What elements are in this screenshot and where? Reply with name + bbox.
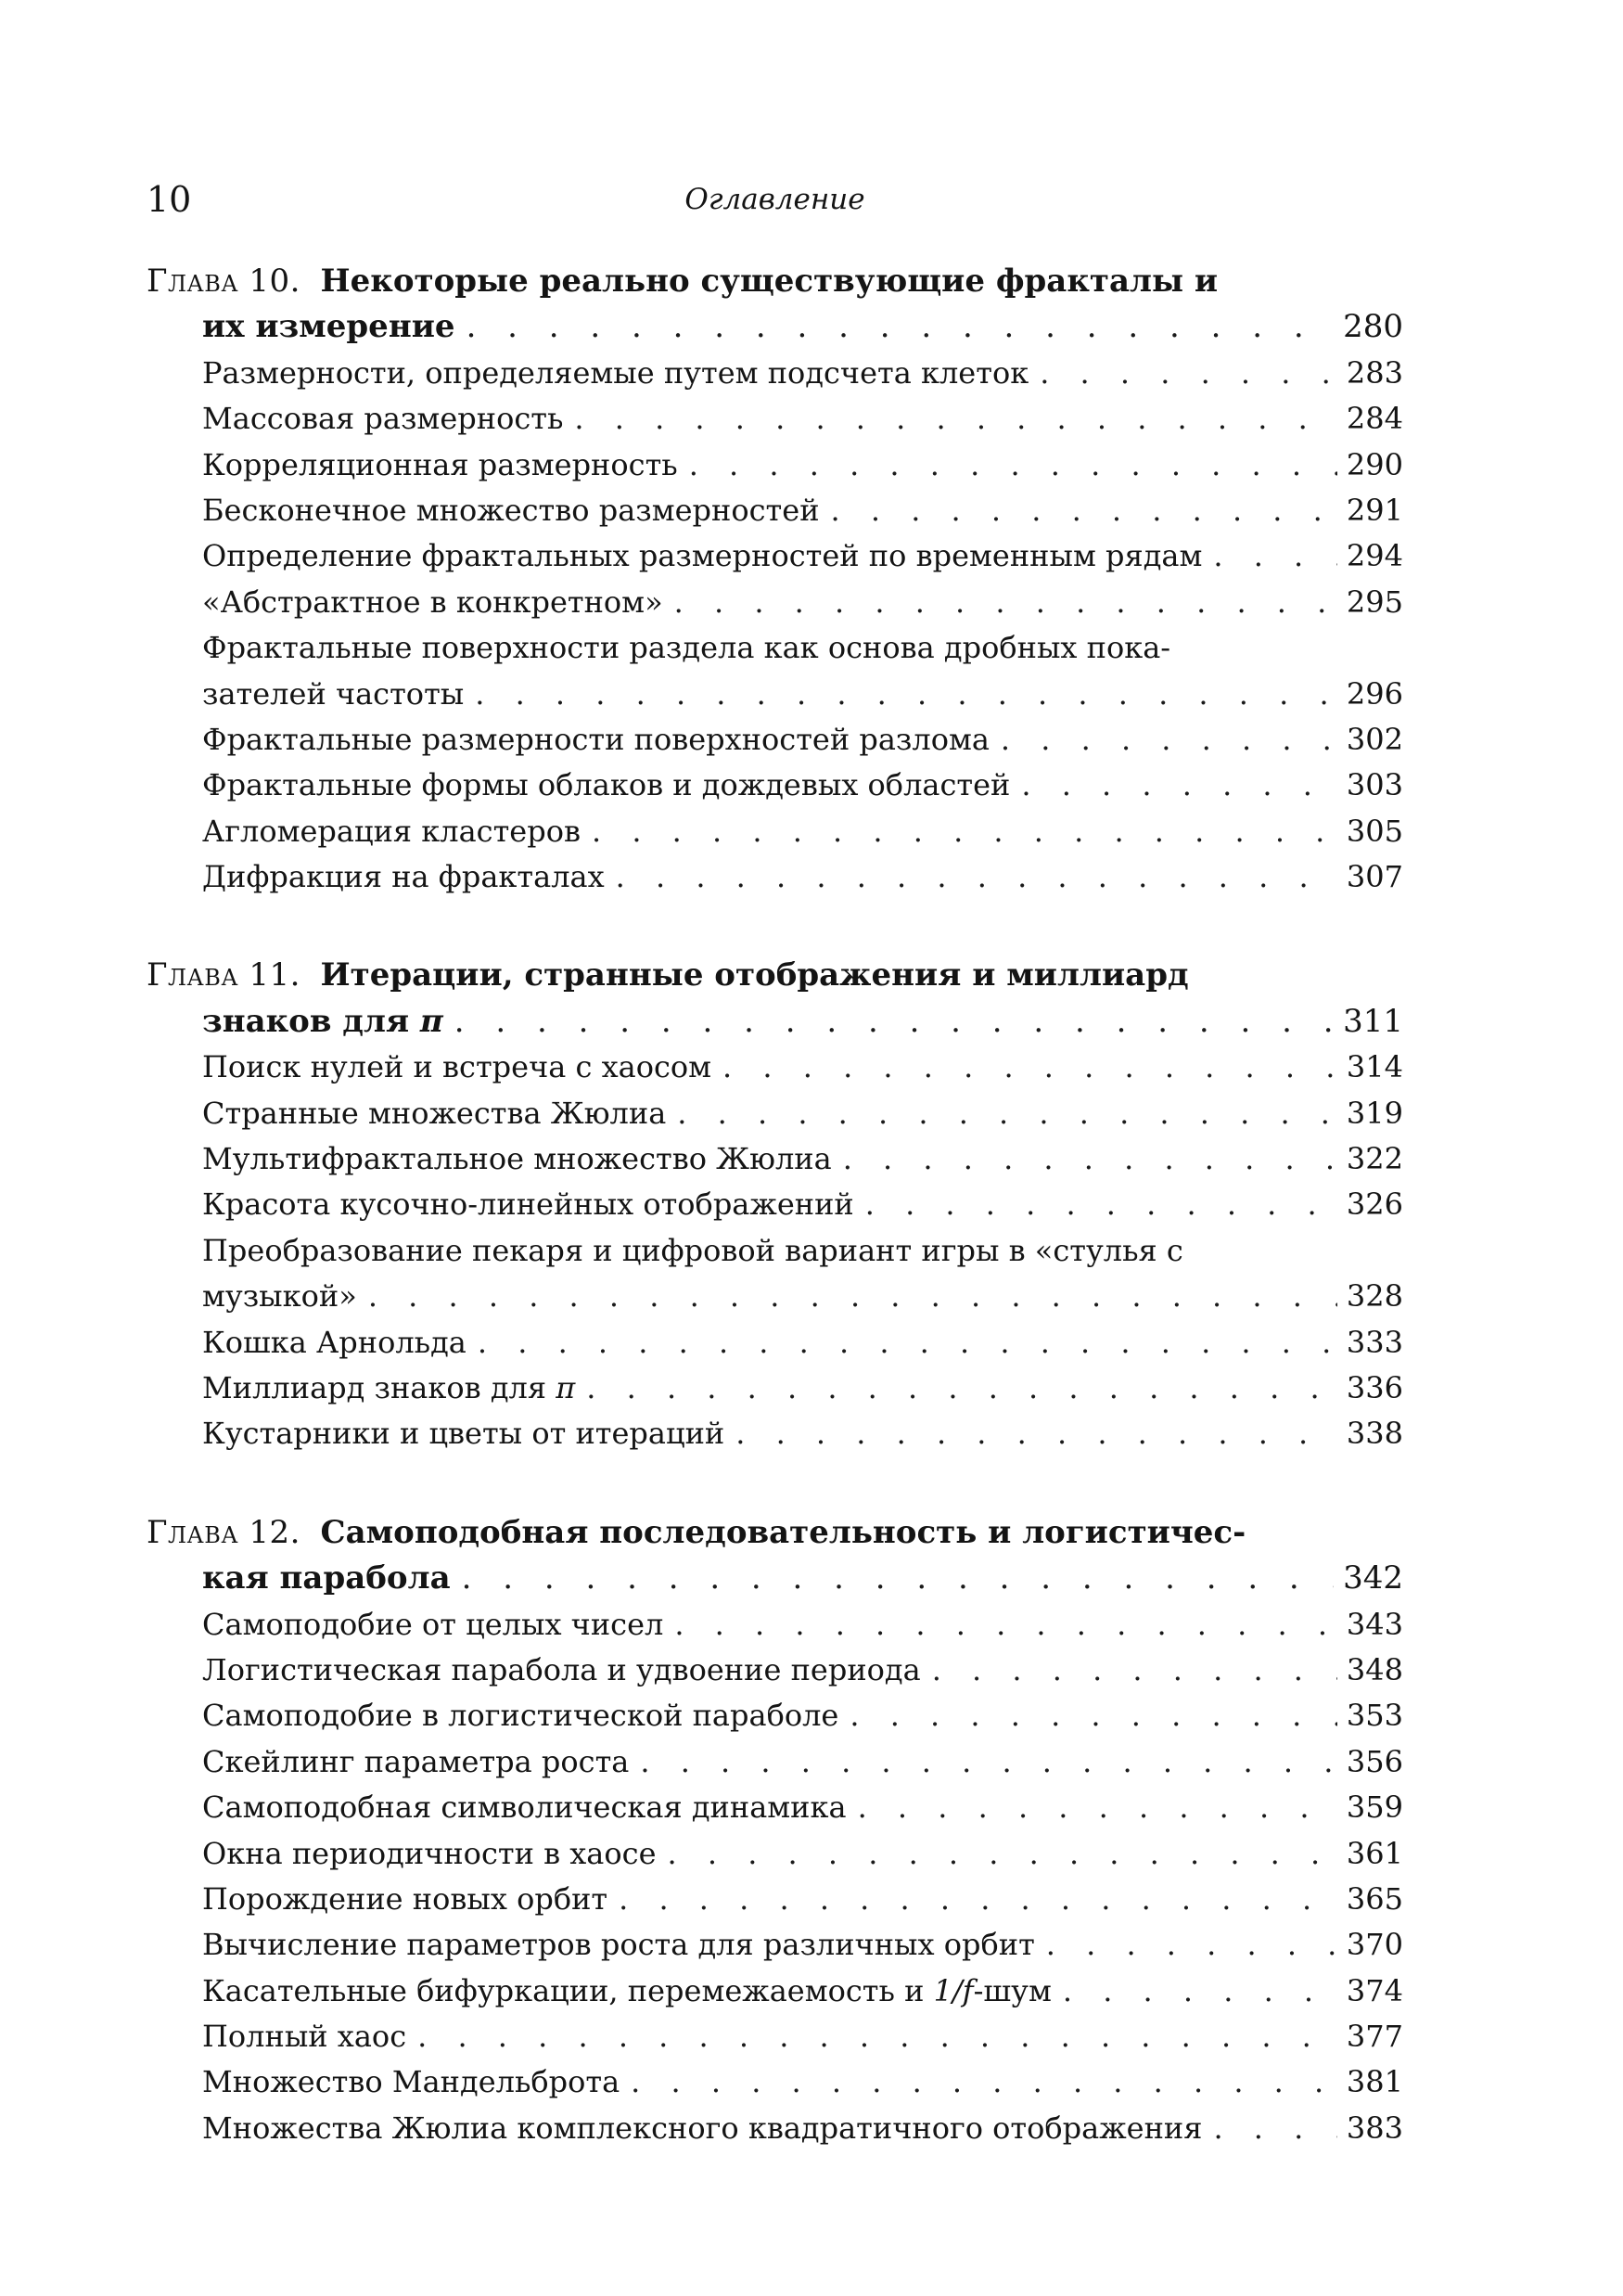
chapter-title: Итерации, странные отображения и миллиард xyxy=(320,956,1189,994)
toc-entry xyxy=(147,1648,1403,1693)
chapter-heading-continuation xyxy=(147,1556,1403,1601)
entry-page-number: 383 xyxy=(1346,2110,1403,2146)
entry-page-number: 361 xyxy=(1346,1835,1403,1871)
entry-page-number: 328 xyxy=(1346,1278,1403,1315)
toc-entry xyxy=(147,443,1403,488)
dot-leader xyxy=(640,1739,1337,1785)
entry-page-number: 305 xyxy=(1346,813,1403,849)
toc-entry xyxy=(147,2059,1403,2105)
entry-page-number: 307 xyxy=(1346,859,1403,895)
toc-entry xyxy=(147,396,1403,442)
entry-title-suffix: -шум xyxy=(973,1972,1052,2008)
toc-entry xyxy=(147,1693,1403,1738)
dot-leader xyxy=(592,809,1337,854)
dot-leader xyxy=(735,1411,1337,1456)
entry-title: Странные множества Жюлиа xyxy=(202,1095,667,1131)
entry-page-number: 338 xyxy=(1346,1416,1403,1452)
dot-leader xyxy=(722,1045,1337,1090)
dot-leader xyxy=(586,1366,1337,1411)
entry-title: Фрактальные поверхности раздела как основа дробных пока- xyxy=(202,630,1171,666)
entry-title: Скейлинг параметра роста xyxy=(202,1743,630,1779)
toc-entry xyxy=(147,1739,1403,1785)
toc-entry xyxy=(147,533,1403,579)
entry-page-number: 294 xyxy=(1346,538,1403,574)
chapter-title-continuation xyxy=(202,999,443,1045)
toc-entry xyxy=(147,809,1403,854)
toc-entry xyxy=(147,1411,1403,1456)
entry-page-number: 296 xyxy=(1346,675,1403,712)
toc-entry xyxy=(147,1602,1403,1648)
chapter-page-number: 280 xyxy=(1343,308,1403,346)
entry-page-number: 314 xyxy=(1346,1049,1403,1085)
entry-title: Окна периодичности в хаосе xyxy=(202,1835,657,1871)
toc-entry xyxy=(147,1831,1403,1877)
dot-leader xyxy=(1001,717,1337,763)
entry-page-number: 319 xyxy=(1346,1095,1403,1131)
chapter-title-continuation: их измерение xyxy=(202,308,455,346)
toc-entry xyxy=(147,488,1403,533)
entry-title: Агломерация кластеров xyxy=(202,813,581,849)
dot-leader xyxy=(668,1831,1337,1877)
entry-title: Кустарники и цветы от итераций xyxy=(202,1416,725,1452)
table-of-contents xyxy=(147,259,1403,2151)
toc-entry xyxy=(147,717,1403,763)
entry-title: Логистическая парабола и удвоение периода xyxy=(202,1651,921,1687)
chapter-label: Глава 12. xyxy=(147,1513,300,1551)
entry-title: Вычисление параметров роста для различных орбит xyxy=(202,1927,1035,1963)
pi-symbol: π xyxy=(419,1002,443,1040)
entry-page-number: 322 xyxy=(1346,1141,1403,1177)
dot-leader xyxy=(1040,351,1337,396)
toc-entry xyxy=(147,1320,1403,1366)
dot-leader xyxy=(1213,533,1337,579)
entry-title: Самоподобие от целых чисел xyxy=(202,1606,664,1642)
running-title: Оглавление xyxy=(684,183,865,216)
entry-page-number: 377 xyxy=(1346,2019,1403,2055)
entry-title: Порождение новых орбит xyxy=(202,1880,608,1917)
entry-page-number: 374 xyxy=(1346,1972,1403,2008)
entry-title: Полный хаос xyxy=(202,2019,407,2055)
chapter-title-continuation: кая парабола xyxy=(202,1559,451,1597)
entry-title: «Абстрактное в конкретном» xyxy=(202,584,663,620)
chapter-page-number: 311 xyxy=(1343,1002,1403,1040)
entry-title: Дифракция на фракталах xyxy=(202,859,605,895)
dot-leader xyxy=(1021,763,1337,808)
page-header xyxy=(147,174,1403,224)
entry-title-with-math xyxy=(202,1366,575,1411)
chapter-title: Некоторые реально существующие фракталы и xyxy=(320,263,1219,300)
toc-entry xyxy=(147,580,1403,625)
dot-leader xyxy=(1063,1969,1337,2014)
dot-leader xyxy=(478,1320,1337,1366)
entry-title: Поиск нулей и встреча с хаосом xyxy=(202,1049,712,1085)
dot-leader xyxy=(1213,2106,1336,2151)
dot-leader xyxy=(674,580,1337,625)
entry-page-number: 348 xyxy=(1346,1651,1403,1687)
dot-leader xyxy=(631,2059,1337,2105)
entry-page-number: 295 xyxy=(1346,584,1403,620)
chapter-heading xyxy=(147,1510,1403,1556)
entry-title: Кошка Арнольда xyxy=(202,1324,466,1360)
entry-page-number: 343 xyxy=(1346,1606,1403,1642)
toc-entry xyxy=(147,1136,1403,1182)
dot-leader xyxy=(462,1556,1334,1601)
toc-entry xyxy=(147,1877,1403,1922)
dot-leader xyxy=(689,443,1337,488)
dot-leader xyxy=(831,488,1337,533)
dot-leader xyxy=(843,1136,1337,1182)
entry-title: Фрактальные размерности поверхностей разлома xyxy=(202,721,990,757)
toc-entry xyxy=(147,1091,1403,1136)
chapter-heading-continuation xyxy=(147,304,1403,350)
entry-page-number: 365 xyxy=(1346,1880,1403,1917)
entry-title-continuation: музыкой» xyxy=(202,1278,357,1315)
chapter-page-number: 342 xyxy=(1343,1559,1403,1597)
toc-entry xyxy=(147,1366,1403,1411)
entry-title: Самоподобие в логистической параболе xyxy=(202,1698,839,1734)
chapter-label: Глава 10. xyxy=(147,263,300,300)
chapter-heading-continuation xyxy=(147,999,1403,1045)
entry-page-number: 290 xyxy=(1346,446,1403,482)
dot-leader xyxy=(1046,1922,1337,1968)
toc-entry xyxy=(147,351,1403,396)
entry-title: Самоподобная символическая динамика xyxy=(202,1789,847,1826)
entry-page-number: 326 xyxy=(1346,1186,1403,1223)
toc-entry xyxy=(147,1969,1403,2014)
entry-title: Множество Мандельброта xyxy=(202,2064,620,2100)
page-number: 10 xyxy=(147,179,192,220)
entry-title: Мультифрактальное множество Жюлиа xyxy=(202,1141,832,1177)
entry-title: Размерности, определяемые путем подсчета клеток xyxy=(202,354,1029,391)
entry-title: Красота кусочно-линейных отображений xyxy=(202,1186,854,1223)
chapter-10 xyxy=(147,259,1403,900)
dot-leader xyxy=(368,1274,1337,1319)
entry-title: Преобразование пекаря и цифровой вариант игры в «стулья с xyxy=(202,1232,1183,1268)
entry-title: Бесконечное множество размерностей xyxy=(202,492,820,528)
chapter-title-text: знаков для xyxy=(202,1002,410,1040)
entry-page-number: 370 xyxy=(1346,1927,1403,1963)
entry-page-number: 303 xyxy=(1346,767,1403,803)
chapter-label: Глава 11. xyxy=(147,956,300,994)
toc-entry xyxy=(147,1785,1403,1830)
dot-leader xyxy=(865,1182,1337,1227)
entry-page-number: 353 xyxy=(1346,1698,1403,1734)
toc-entry-first-line xyxy=(147,1228,1403,1274)
toc-entry-first-line xyxy=(147,625,1403,671)
entry-page-number: 336 xyxy=(1346,1369,1403,1405)
toc-entry xyxy=(147,1182,1403,1227)
chapter-heading xyxy=(147,259,1403,304)
entry-title: Массовая размерность xyxy=(202,401,564,437)
toc-entry xyxy=(147,2106,1403,2151)
toc-entry xyxy=(147,1922,1403,1968)
pi-symbol: π xyxy=(556,1369,576,1405)
dot-leader xyxy=(850,1693,1337,1738)
entry-page-number: 359 xyxy=(1346,1789,1403,1826)
dot-leader xyxy=(674,1602,1337,1648)
chapter-12 xyxy=(147,1510,1403,2151)
toc-entry-continuation xyxy=(147,672,1403,717)
dot-leader xyxy=(858,1785,1337,1830)
chapter-11 xyxy=(147,953,1403,1456)
entry-title: Фрактальные формы облаков и дождевых областей xyxy=(202,767,1011,803)
dot-leader xyxy=(417,2014,1337,2059)
chapter-title: Самоподобная последовательность и логистичес- xyxy=(320,1513,1246,1551)
chapter-heading xyxy=(147,953,1403,998)
entry-title: Определение фрактальных размерностей по временным рядам xyxy=(202,538,1203,574)
entry-title: Миллиард знаков для xyxy=(202,1369,547,1405)
dot-leader xyxy=(475,672,1337,717)
one-over-f-symbol: 1/f xyxy=(933,1972,974,2008)
entry-page-number: 333 xyxy=(1346,1324,1403,1360)
entry-page-number: 283 xyxy=(1346,354,1403,391)
entry-page-number: 381 xyxy=(1346,2064,1403,2100)
entry-page-number: 356 xyxy=(1346,1743,1403,1779)
entry-title-continuation: зателей частоты xyxy=(202,675,465,712)
entry-title: Касательные бифуркации, перемежаемость и xyxy=(202,1972,925,2008)
entry-title-with-math xyxy=(202,1969,1052,2014)
toc-entry xyxy=(147,854,1403,900)
toc-entry xyxy=(147,1045,1403,1090)
toc-entry xyxy=(147,2014,1403,2059)
dot-leader xyxy=(574,396,1337,442)
dot-leader xyxy=(616,854,1337,900)
dot-leader xyxy=(677,1091,1337,1136)
dot-leader xyxy=(466,304,1335,350)
entry-page-number: 284 xyxy=(1346,401,1403,437)
toc-entry-continuation xyxy=(147,1274,1403,1319)
entry-page-number: 302 xyxy=(1346,721,1403,757)
entry-page-number: 291 xyxy=(1346,492,1403,528)
toc-entry xyxy=(147,763,1403,808)
dot-leader xyxy=(932,1648,1337,1693)
dot-leader xyxy=(619,1877,1337,1922)
entry-title: Множества Жюлиа комплексного квадратичного отображения xyxy=(202,2110,1203,2146)
dot-leader xyxy=(454,999,1334,1045)
entry-title: Корреляционная размерность xyxy=(202,446,678,482)
